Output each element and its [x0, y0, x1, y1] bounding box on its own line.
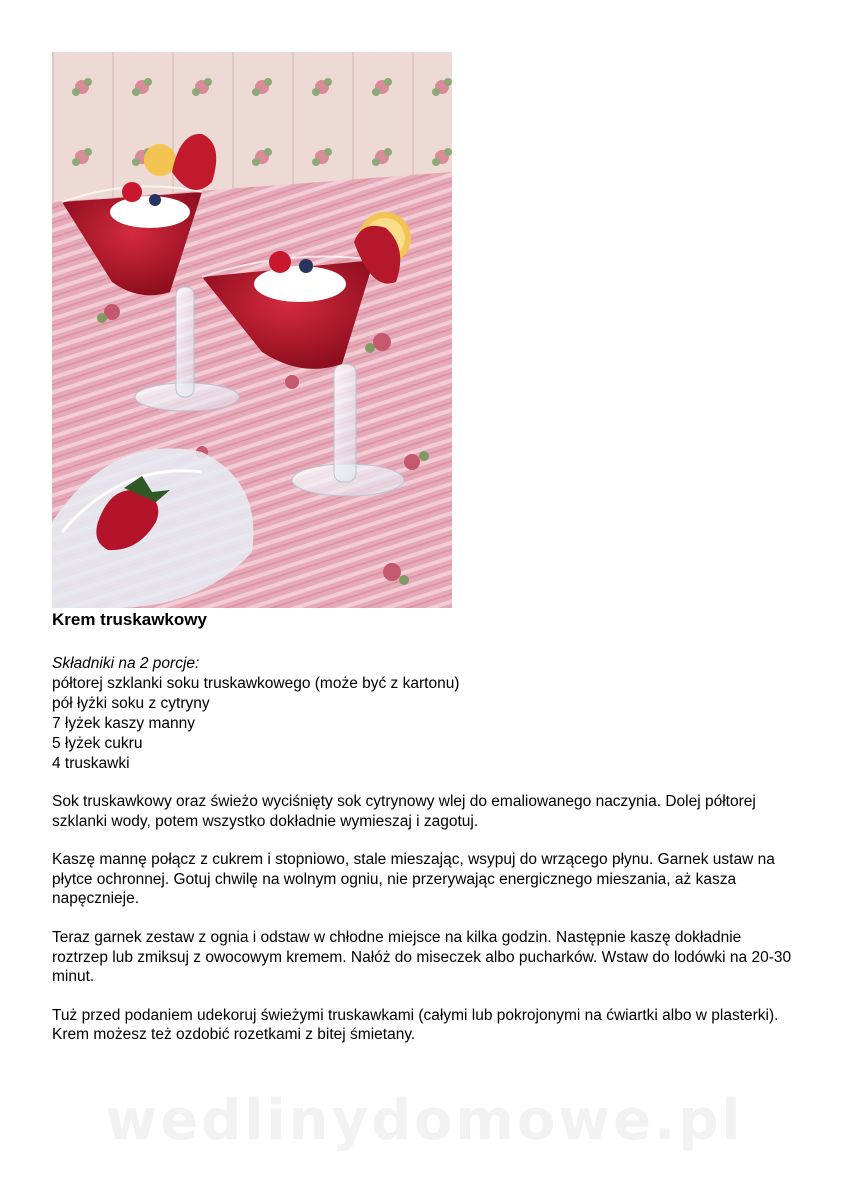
preparation-steps: [52, 792, 797, 1064]
ingredients-heading: Składniki na 2 porcje:: [52, 655, 200, 672]
ingredient-item: półtorej szklanki soku truskawkowego (może być z kartonu): [52, 675, 460, 692]
site-watermark: wedlinydomowe.pl: [105, 1088, 744, 1153]
dessert-photo: [52, 52, 452, 608]
step-paragraph: Kaszę mannę połącz z cukrem i stopniowo, stale mieszając, wsypuj do wrzącego płynu. Garnek ustaw na płytce ochronnej. Gotuj chwilę na wolnym ogniu, nie przerywając energicznego mieszania, aż kasza napęcznieje.: [52, 851, 775, 908]
ingredient-item: 4 truskawki: [52, 755, 130, 772]
step-paragraph: Sok truskawkowy oraz świeżo wyciśnięty sok cytrynowy wlej do emaliowanego naczynia. Dolej półtorej szklanki wody, potem wszystko dokładnie wymieszaj i zagotuj.: [52, 793, 756, 830]
recipe-title: Krem truskawkowy: [52, 610, 207, 629]
step-paragraph: Teraz garnek zestaw z ognia i odstaw w chłodne miejsce na kilka godzin. Następnie kaszę dokładnie roztrzep lub zmiksuj z owocowym kremem. Nałóż do miseczek albo pucharków. Wstaw do lodówki na 20-30 minut.: [52, 928, 792, 986]
ingredient-item: pół łyżki soku z cytryny: [52, 695, 210, 712]
ingredient-item: 5 łyżek cukru: [52, 735, 143, 752]
step-paragraph: Tuż przed podaniem udekoruj świeżymi truskawkami (całymi lub pokrojonymi na ćwiartki albo w plasterki). Krem możesz też ozdobić rozetkami z bitej śmietany.: [52, 1006, 779, 1044]
ingredient-item: 7 łyżek kaszy manny: [52, 715, 195, 732]
ingredients-list: [52, 654, 459, 774]
